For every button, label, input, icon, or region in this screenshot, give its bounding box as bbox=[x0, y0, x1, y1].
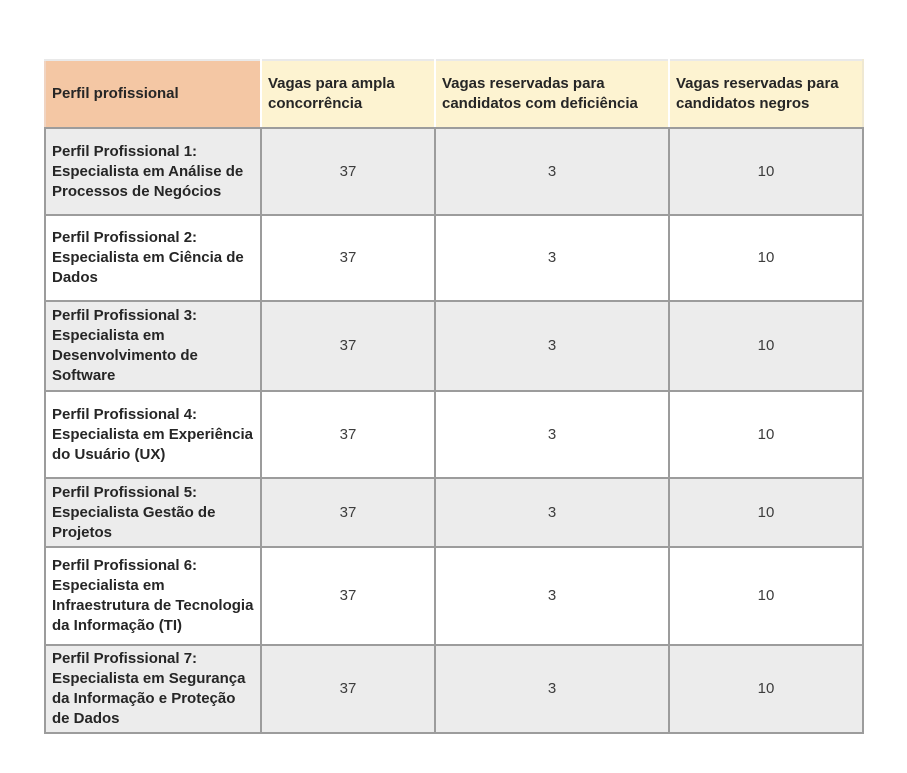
profile-name: Perfil Profissional 3: Especialista em Desenvolvimento de Software bbox=[52, 307, 198, 384]
table-row-perfil-4 bbox=[45, 391, 863, 478]
negros-value: 10 bbox=[669, 215, 863, 301]
deficiencia-value: 3 bbox=[435, 128, 669, 215]
profile-name: Perfil Profissional 2: Especialista em Ciência de Dados bbox=[52, 229, 244, 286]
ampla-value: 37 bbox=[261, 478, 435, 547]
header-row bbox=[45, 60, 863, 128]
col-header-ampla-concorrencia: Vagas para ampla concorrência bbox=[261, 60, 435, 128]
ampla-value: 37 bbox=[261, 301, 435, 391]
profile-name: Perfil Profissional 7: Especialista em Segurança da Informação e Proteção de Dados bbox=[52, 650, 246, 727]
profile-name: Perfil Profissional 1: Especialista em Análise de Processos de Negócios bbox=[52, 142, 244, 200]
table-row-perfil-1 bbox=[45, 128, 863, 215]
table-row-perfil-7 bbox=[45, 645, 863, 733]
ampla-value: 37 bbox=[261, 215, 435, 301]
deficiencia-value: 3 bbox=[435, 478, 669, 547]
negros-value: 10 bbox=[669, 391, 863, 478]
ampla-value: 37 bbox=[261, 645, 435, 733]
ampla-value: 37 bbox=[261, 547, 435, 645]
ampla-value: 37 bbox=[261, 128, 435, 215]
col-header-candidatos-negros: Vagas reservadas para candidatos negros bbox=[669, 60, 863, 128]
col-header-perfil: Perfil profissional bbox=[45, 60, 261, 128]
deficiencia-value: 3 bbox=[435, 547, 669, 645]
deficiencia-value: 3 bbox=[435, 391, 669, 478]
table-row-perfil-6 bbox=[45, 547, 863, 645]
table-row-perfil-5 bbox=[45, 478, 863, 547]
negros-value: 10 bbox=[669, 547, 863, 645]
table-row-perfil-3 bbox=[45, 301, 863, 391]
deficiencia-value: 3 bbox=[435, 301, 669, 391]
negros-value: 10 bbox=[669, 478, 863, 547]
ampla-value: 37 bbox=[261, 391, 435, 478]
table-row-perfil-2 bbox=[45, 215, 863, 301]
profile-name: Perfil Profissional 5: Especialista Gestão de Projetos bbox=[52, 483, 216, 541]
deficiencia-value: 3 bbox=[435, 645, 669, 733]
negros-value: 10 bbox=[669, 128, 863, 215]
col-header-candidatos-deficiencia: Vagas reservadas para candidatos com deficiência bbox=[435, 60, 669, 128]
negros-value: 10 bbox=[669, 645, 863, 733]
vagas-table bbox=[44, 59, 864, 734]
profile-name: Perfil Profissional 4: Especialista em Experiência do Usuário (UX) bbox=[52, 405, 253, 463]
deficiencia-value: 3 bbox=[435, 215, 669, 301]
negros-value: 10 bbox=[669, 301, 863, 391]
profile-name: Perfil Profissional 6: Especialista em Infraestrutura de Tecnologia da Informação (TI) bbox=[52, 557, 254, 634]
